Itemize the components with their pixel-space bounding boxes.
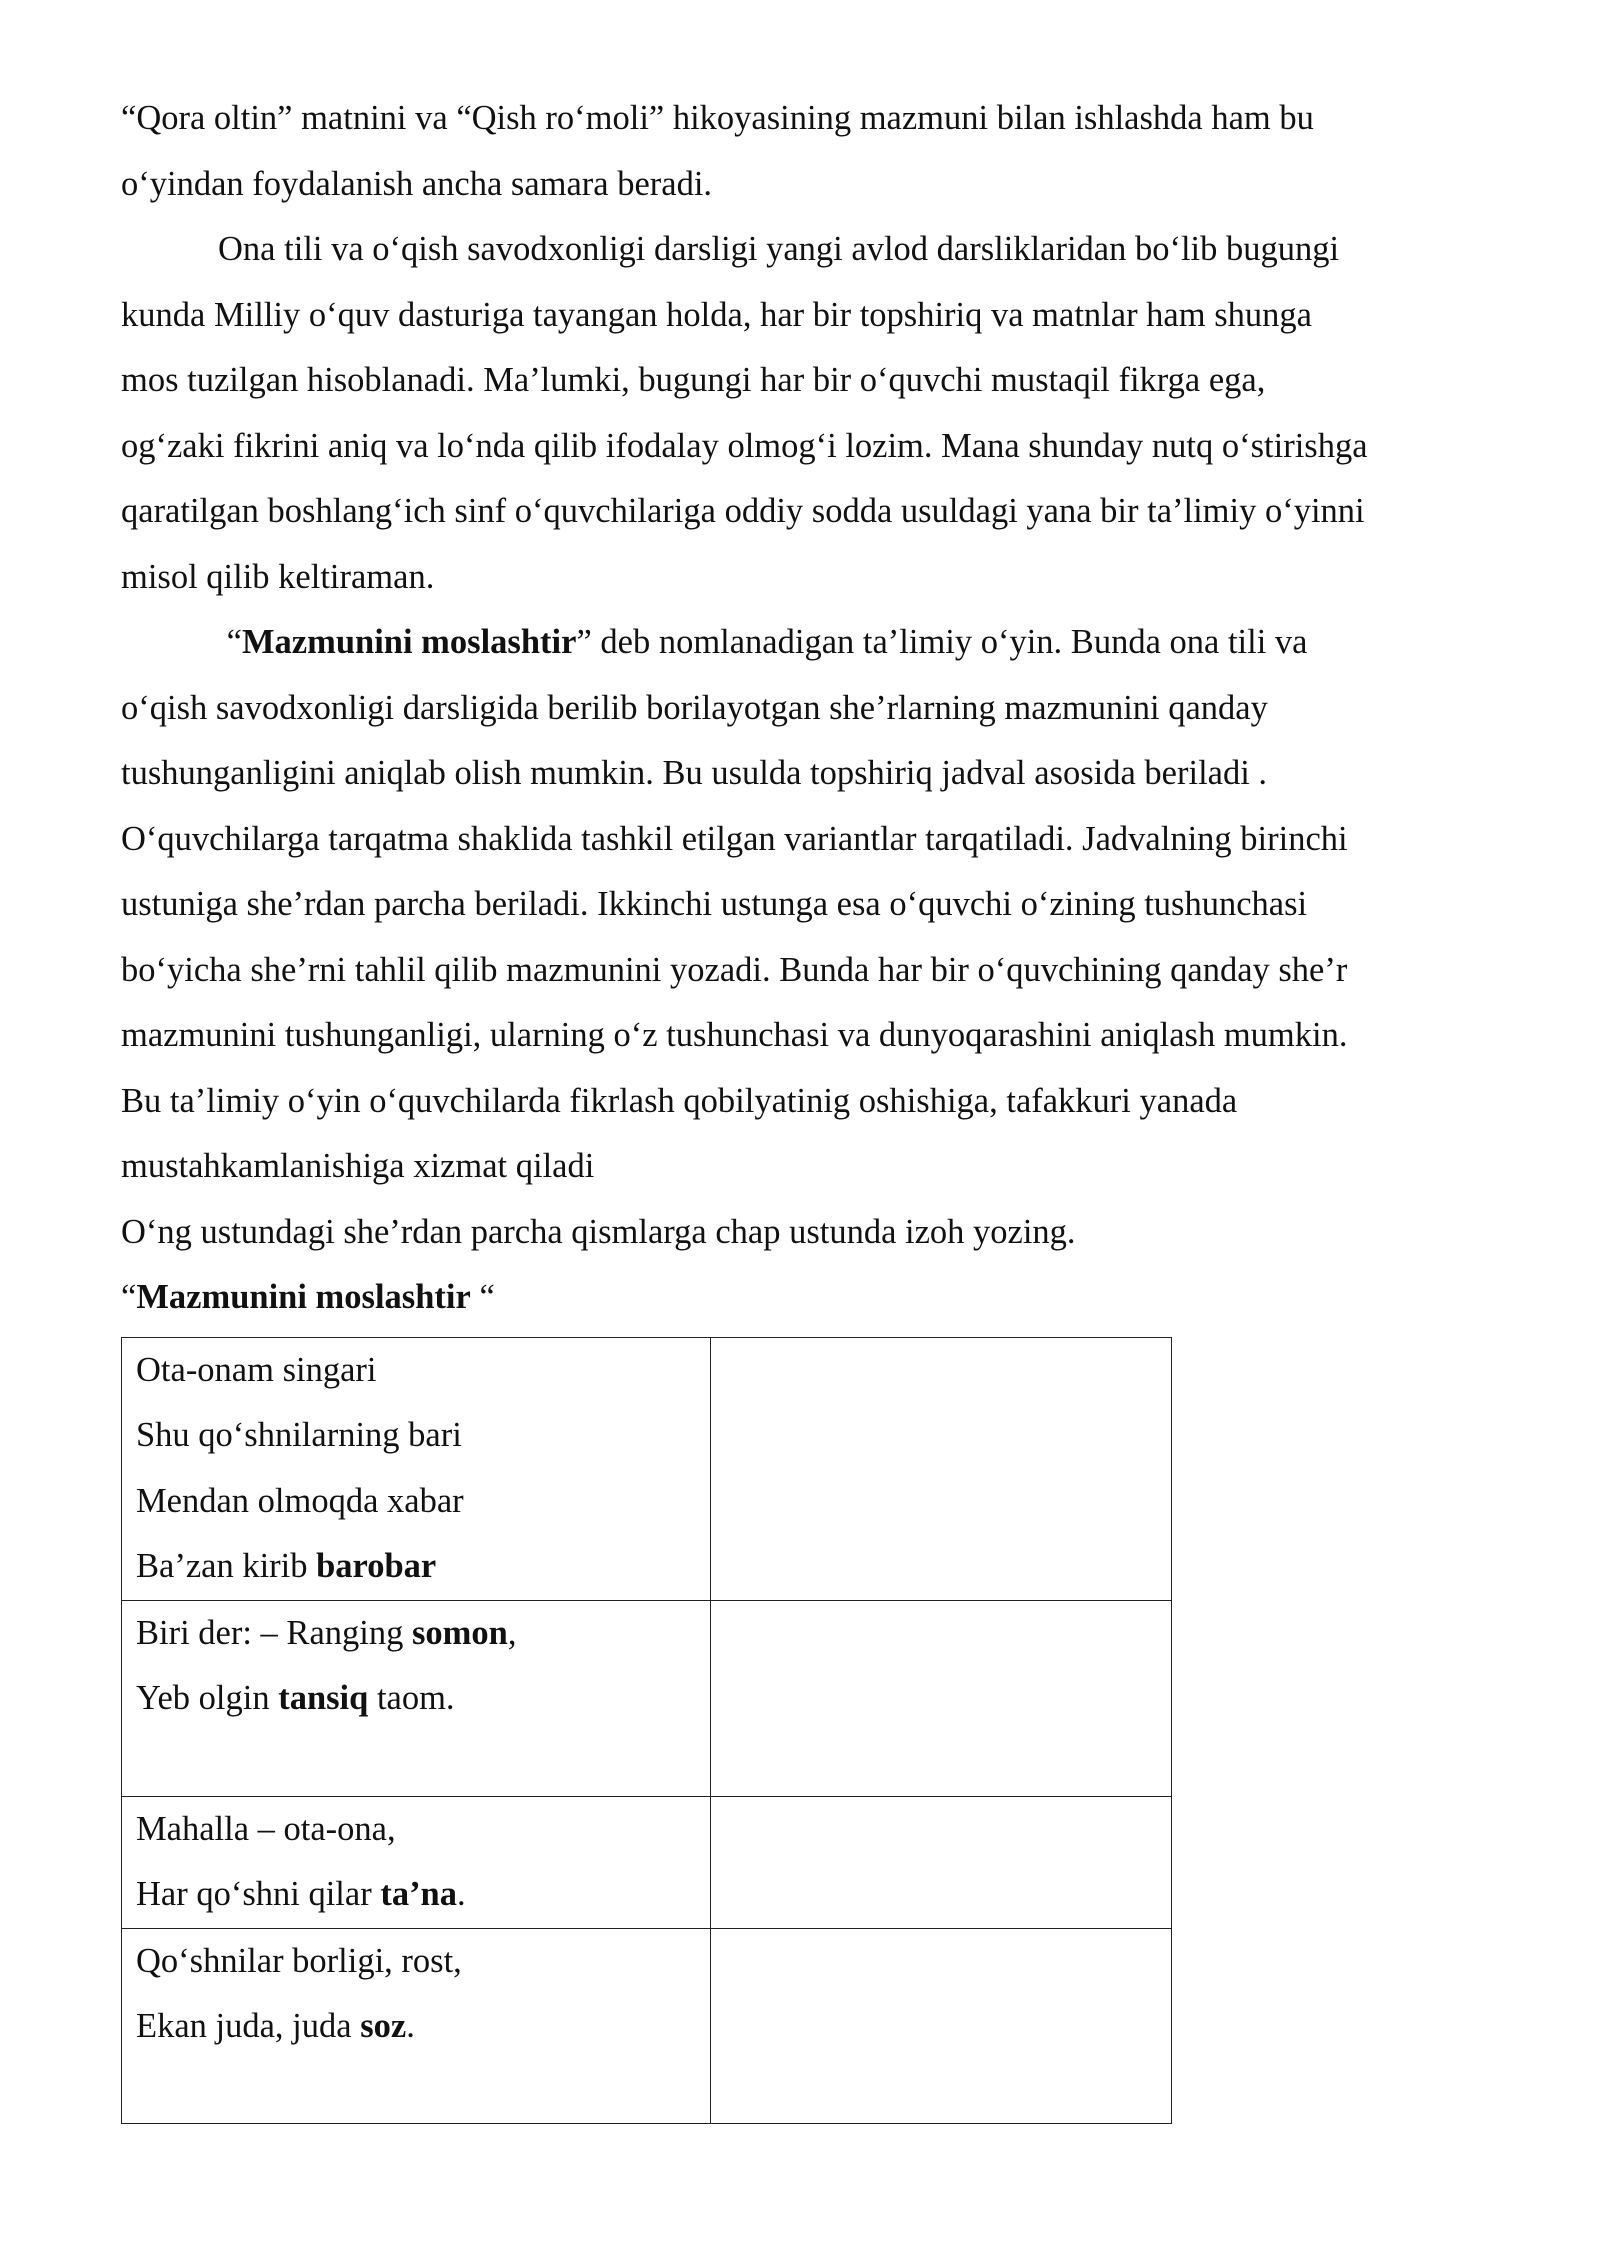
text-line: Ona tili va o‘qish savodxonligi darsligi yangi avlod darsliklaridan bo‘lib bugungi [218,230,1340,268]
text-fragment: Shu qo‘shnilarning bari [136,1416,462,1454]
text-fragment: taom. [368,1679,455,1717]
poem-line [136,1601,696,1667]
table-row [122,1337,1172,1600]
text-line [121,610,1501,676]
poem-line [136,1403,696,1469]
poem-line [136,1534,696,1600]
poem-fragment-cell [122,1796,711,1928]
poem-line [136,1469,696,1535]
text-fragment: Har qo‘shni qilar [136,1875,381,1913]
poem-fragment-cell [122,1337,711,1600]
instruction-text [121,1200,1501,1266]
poem-fragment-cell [122,1928,711,2123]
text-line: og‘zaki fikrini aniq va lo‘nda qilib ifodalay olmog‘i lozim. Mana shunday nutq o‘stirishga [121,426,1368,465]
bold-word: somon [411,1613,508,1652]
table-row [122,1600,1172,1796]
text-fragment: Ekan juda, juda [136,2007,361,2045]
text-fragment: ” deb nomlanadigan ta’limiy o‘yin. Bunda ona tili va [576,623,1308,661]
text-fragment: Biri der: – Ranging [136,1613,412,1652]
text-line: “Qora oltin” matnini va “Qish ro‘moli” hikoyasining mazmuni bilan ishlashda ham bu [121,99,1314,137]
bold-word: tansiq [278,1679,369,1717]
text-fragment: Mendan olmoqda xabar [136,1481,464,1520]
bold-word: barobar [316,1547,437,1585]
text-fragment: Yeb olgin [136,1679,279,1717]
text-fragment: Ota-onam singari [136,1350,377,1389]
poem-line [136,1666,696,1732]
game-title-bold: Mazmunini moslashtir [241,623,577,661]
answer-cell[interactable] [711,1600,1172,1796]
answer-cell[interactable] [711,1337,1172,1600]
text-line [121,1265,1501,1331]
paragraph-2 [121,217,1501,610]
text-fragment: Ba’zan kirib [136,1547,317,1585]
text-fragment: . [457,1875,466,1913]
text-line: tushunganligini aniqlab olish mumkin. Bu usulda topshiriq jadval asosida beriladi . [121,754,1268,792]
text-fragment: Mahalla – ota-ona, [136,1809,396,1848]
document-body [121,86,1501,2124]
text-line: o‘qish savodxonligi darsligida berilib borilayotgan she’rlarning mazmunini qanday [121,688,1268,727]
text-line: ustuniga she’rdan parcha beriladi. Ikkinchi ustunga esa o‘quvchi o‘zining tushunchasi [121,885,1308,923]
answer-cell[interactable] [711,1928,1172,2123]
bold-word: soz [360,2007,407,2045]
matching-table [121,1337,1172,2124]
text-line: O‘quvchilarga tarqatma shaklida tashkil etilgan variantlar tarqatiladi. Jadvalning birinchi [121,819,1348,858]
text-line: mos tuzilgan hisoblanadi. Ma’lumki, bugungi har bir o‘quvchi mustaqil fikrga ega, [121,361,1266,399]
table-row [122,1796,1172,1928]
paragraph-1 [121,86,1501,217]
answer-cell[interactable] [711,1796,1172,1928]
text-line: misol qilib keltiraman. [121,557,435,596]
poem-line [136,1994,696,2060]
poem-line [136,1862,696,1928]
text-line: kunda Milliy o‘quv dasturiga tayangan holda, har bir topshiriq va matnlar ham shunga [121,295,1312,334]
text-line: mazmunini tushunganligi, ularning o‘z tushunchasi va dunyoqarashini aniqlash mumkin. [121,1016,1348,1054]
text-fragment: Qo‘shnilar borligi, rost, [136,1941,462,1980]
table-title-bold: Mazmunini moslashtir [136,1278,471,1316]
text-fragment: . [406,2007,415,2045]
quote-open: “ [121,1278,137,1316]
table-row [122,1928,1172,2123]
poem-line [136,1797,696,1863]
quote-open: “ [218,623,242,661]
poem-fragment-cell [122,1600,711,1796]
text-line: Bu ta’limiy o‘yin o‘quvchilarda fikrlash qobilyatinig oshishiga, tafakkuri yanada [121,1081,1238,1120]
text-fragment: , [507,1613,517,1652]
text-line: o‘yindan foydalanish ancha samara beradi. [121,164,713,203]
bold-word: ta’na [380,1875,457,1913]
poem-line [136,1338,696,1404]
text-line: qaratilgan boshlang‘ich sinf o‘quvchilariga oddiy sodda usuldagi yana bir ta’limiy o‘yinni [121,492,1365,530]
poem-line [136,1929,696,1995]
table-title [121,1265,1501,1331]
text-line: O‘ng ustundagi she’rdan parcha qismlarga chap ustunda izoh yozing. [121,1212,1076,1251]
text-line: bo‘yicha she’rni tahlil qilib mazmunini yozadi. Bunda har bir o‘quvchining qanday she’r [121,950,1348,989]
paragraph-3 [121,610,1501,1200]
text-line: mustahkamlanishiga xizmat qiladi [121,1147,595,1185]
quote-close: “ [470,1278,495,1316]
